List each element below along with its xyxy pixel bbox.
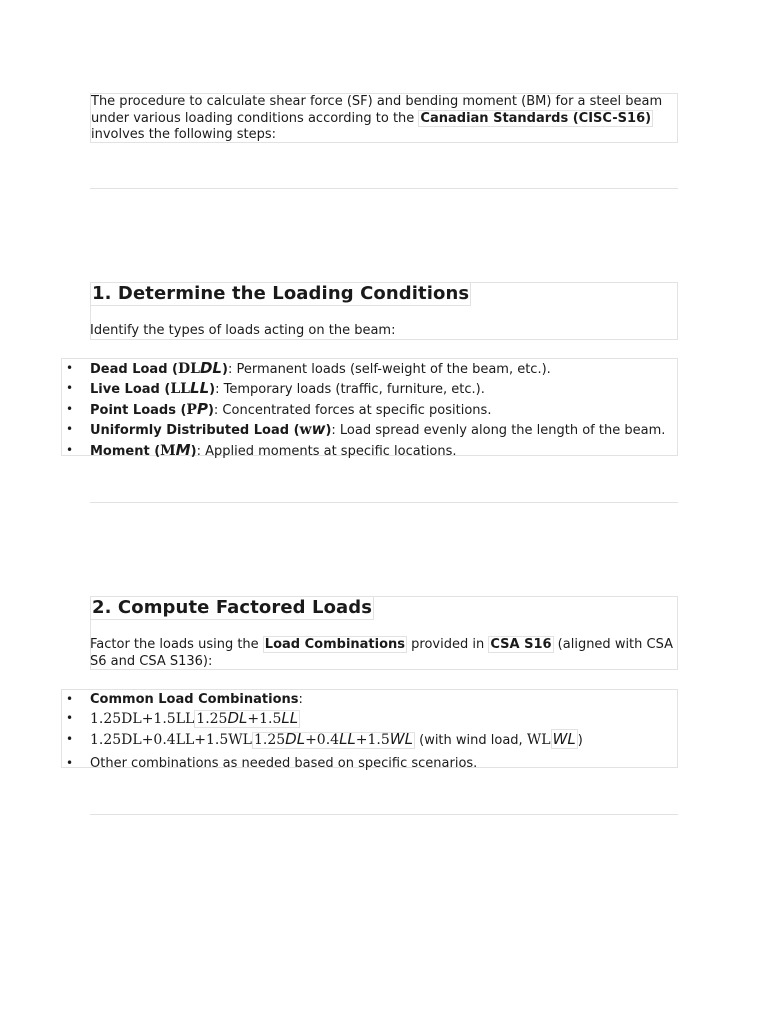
section-2	[90, 596, 678, 670]
list-item: • Uniformly Distributed Load (ww): Load spread evenly along the length of the beam.	[62, 420, 677, 440]
list-item: • Common Load Combinations:	[62, 690, 677, 709]
intro-text: The procedure to calculate shear force (SF) and bending moment (BM) for a steel beam under various loading conditions according to the	[91, 94, 663, 126]
divider	[90, 188, 678, 189]
divider	[90, 502, 678, 503]
divider	[90, 814, 678, 815]
list-item: • Live Load (LLLL): Temporary loads (traffic, furniture, etc.).	[62, 379, 677, 399]
section-1-intro: Identify the types of loads acting on the beam:	[90, 323, 396, 338]
list-item: • Point Loads (PP): Concentrated forces at specific positions.	[62, 400, 677, 420]
list-item: • Moment (MM): Applied moments at specific locations.	[62, 441, 677, 461]
section-1-heading: 1. Determine the Loading Conditions	[92, 283, 470, 304]
section-2-intro: Factor the loads using the Load Combinations provided in CSA S16 (aligned with CSA S6 and CSA S136):	[90, 637, 673, 669]
intro-standard-name: Canadian Standards (CISC-S16)	[420, 110, 652, 126]
list-item: • Other combinations as needed based on specific scenarios.	[62, 754, 677, 773]
list-item: • 1.25DL+1.5LL 1.25DL+1.5LL	[62, 709, 677, 729]
section-1	[90, 282, 678, 340]
intro-text-end: involves the following steps:	[91, 127, 277, 142]
list-item: • Dead Load (DLDL): Permanent loads (self-weight of the beam, etc.).	[62, 359, 677, 379]
load-combinations-list	[61, 689, 678, 772]
load-types-list	[61, 358, 678, 459]
intro-paragraph	[90, 93, 678, 143]
section-2-heading: 2. Compute Factored Loads	[92, 597, 373, 618]
list-item: • 1.25DL+0.4LL+1.5WL 1.25DL+0.4LL+1.5WL (with wind load, WL WL )	[62, 730, 677, 750]
